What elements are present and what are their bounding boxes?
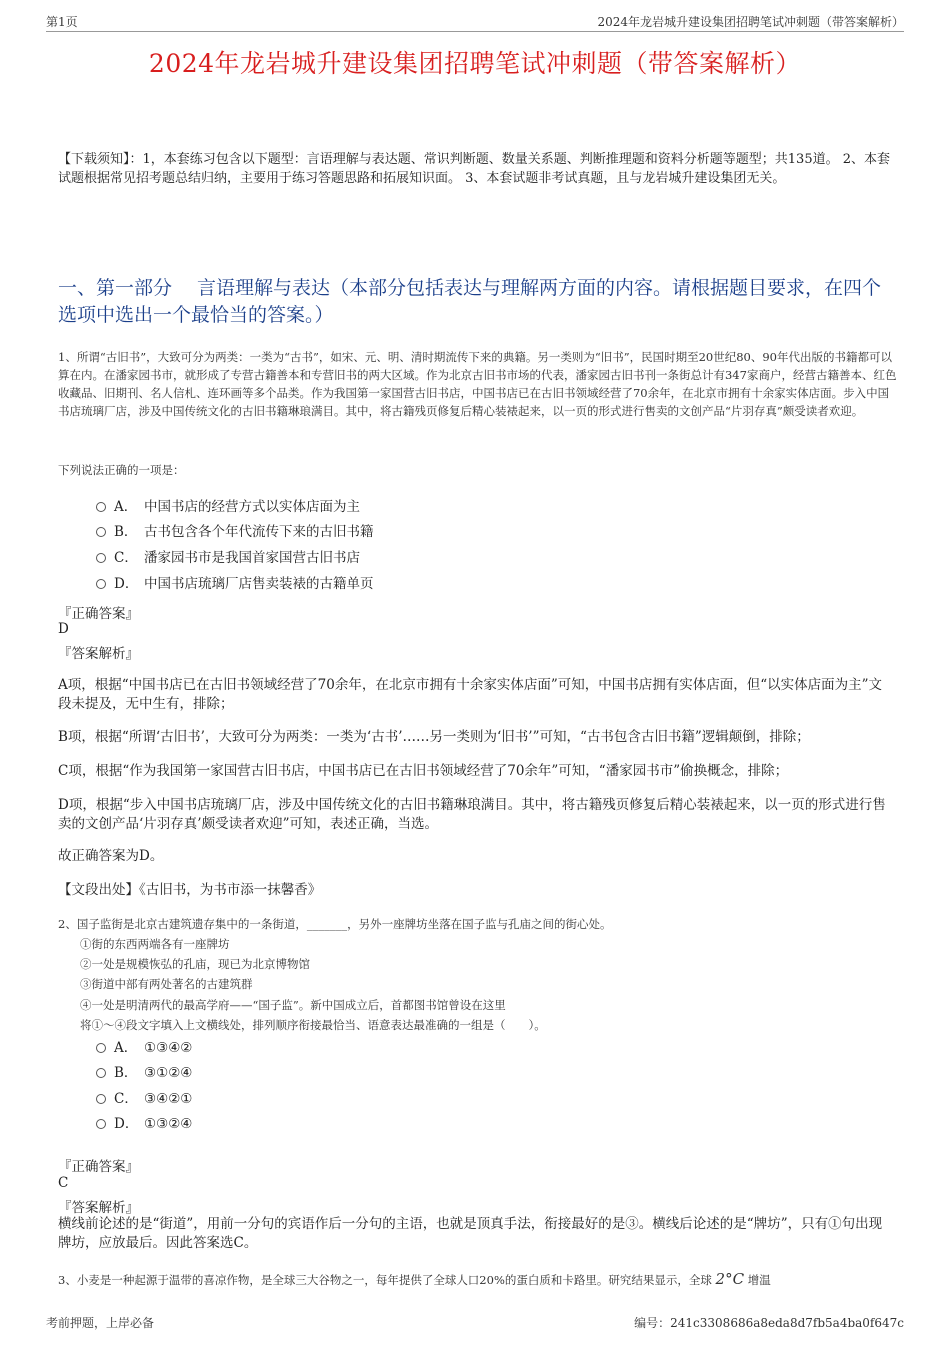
q1-analysis-c: C项，根据“作为我国第一家国营古旧书店，中国书店已在古旧书领域经营了70余年”可知，“潘家园书市”偷换概念，排除； [58, 763, 789, 779]
q3-stem: 3、小麦是一种起源于温带的喜凉作物，是全球三大谷物之一，每年提供了全球人口20%的蛋白质和卡路里。研究结果显示，全球 [58, 1273, 712, 1287]
q1-analysis-b: B项，根据“所谓‘古旧书’，大致可分为两类：一类为‘古书’……另一类则为‘旧书’”可知，“古书包含古旧书籍”逻辑颠倒，排除； [58, 729, 810, 745]
q2-option-b[interactable]: B． ③①②④ [96, 1063, 192, 1083]
q1-option-b[interactable]: B． 古书包含各个年代流传下来的古旧书籍 [96, 522, 374, 542]
q2-item-2: ②一处是规模恢弘的孔庙，现已为北京博物馆 [80, 957, 310, 971]
radio-icon[interactable] [96, 1043, 106, 1053]
q1-conclusion: 故正确答案为D。 [58, 848, 164, 864]
radio-icon[interactable] [96, 1068, 106, 1078]
footer-doc-id: 编号：241c3308686a8eda8d7fb5a4ba0f647c [634, 1316, 904, 1330]
q3-tail: 增温 [747, 1273, 771, 1287]
q1-option-d[interactable]: D． 中国书店琉璃厂店售卖装裱的古籍单页 [96, 574, 374, 594]
q2-option-a[interactable]: A． ①③④② [96, 1038, 192, 1058]
q2-analysis: 横线前论述的是“街道”，用前一分句的宾语作后一分句的主语，也就是顶真手法，衔接最好的是③。横线后论述的是“牌坊”，只有①句出现牌坊，应放最后。因此答案选C。 [58, 1216, 883, 1251]
q3-stem-line [58, 1270, 898, 1289]
q2-item-3: ③街道中部有两处著名的古建筑群 [80, 977, 253, 991]
radio-icon[interactable] [96, 527, 106, 537]
q1-answer-label: 『正确答案』 [58, 606, 139, 622]
q1-stem: 1、所谓“古旧书”，大致可分为两类：一类为“古书”，如宋、元、明、清时期流传下来的典籍。另一类则为“旧书”，民国时期至20世纪80、90年代出版的书籍都可以算在内。在潘家园书市，就形成了专营古籍善本和专营旧书的两大区域。作为北京古旧书市场的代表，潘家园古旧书刊一条街总计有347家商户，经营古籍善本、红色收藏品、旧期刊、名人信札、连环画等多个品类。作为我国第一家国营古旧书店，中国书店已在古旧书领域经营了70余年，在北京市拥有十余家实体店面。步入中国书店琉璃厂店，涉及中国传统文化的古旧书籍琳琅满目。其中，将古籍残页修复后精心装裱起来，以一页的形式进行售卖的文创产品“片羽存真”颇受读者欢迎。 [58, 350, 897, 418]
q2-item-1: ①街的东西两端各有一座牌坊 [80, 937, 230, 951]
q1-analysis-a: A项，根据“中国书店已在古旧书领域经营了70余年，在北京市拥有十余家实体店面”可知，中国书店拥有实体店面，但“以实体店面为主”文段未提及，无中生有，排除； [58, 677, 883, 712]
radio-icon[interactable] [96, 502, 106, 512]
page-number: 第1页 [46, 15, 78, 29]
radio-icon[interactable] [96, 579, 106, 589]
download-notice: 【下载须知】：1，本套练习包含以下题型：言语理解与表达题、常识判断题、数量关系题、判断推理题和资料分析题等题型；共135道。 2、本套试题根据常见招考题总结归纳，主要用于练习答题思路和拓展知识面。 3、本套试题非考试真题，且与龙岩城升建设集团无关。 [58, 152, 890, 186]
section-heading: 一、第一部分 言语理解与表达（本部分包括表达与理解两方面的内容。请根据题目要求，在四个选项中选出一个最恰当的答案。） [58, 277, 882, 326]
q1-option-a[interactable]: A． 中国书店的经营方式以实体店面为主 [96, 497, 360, 517]
q1-analysis-label: 『答案解析』 [58, 646, 139, 662]
q2-option-d[interactable]: D． ①③②④ [96, 1114, 192, 1134]
q1-prompt: 下列说法正确的一项是： [58, 463, 185, 477]
q1-option-c[interactable]: C． 潘家园书市是我国首家国营古旧书店 [96, 548, 360, 568]
q1-source: 【文段出处】《古旧书，为书市添一抹馨香》 [58, 882, 322, 898]
radio-icon[interactable] [96, 553, 106, 563]
footer-slogan: 考前押题，上岸必备 [46, 1316, 155, 1330]
q2-stem: 2、国子监街是北京古建筑遗存集中的一条街道，_______，另外一座牌坊坐落在国子监与孔庙之间的街心处。 [58, 917, 612, 931]
q2-analysis-label: 『答案解析』 [58, 1200, 139, 1216]
q2-answer-label: 『正确答案』 [58, 1159, 139, 1175]
q1-analysis-d: D项，根据“步入中国书店琉璃厂店，涉及中国传统文化的古旧书籍琳琅满目。其中，将古籍残页修复后精心装裱起来，以一页的形式进行售卖的文创产品‘片羽存真’颇受读者欢迎”可知，表述正确，当选。 [58, 797, 886, 832]
document-title: 2024年龙岩城升建设集团招聘笔试冲刺题（带答案解析） [148, 49, 802, 78]
header-doc-title: 2024年龙岩城升建设集团招聘笔试冲刺题（带答案解析） [597, 15, 904, 29]
q3-temperature: 2°C [715, 1270, 745, 1288]
page-header [46, 13, 904, 32]
q2-item-4: ④一处是明清两代的最高学府——“国子监”。新中国成立后，首都图书馆曾设在这里 [80, 998, 506, 1012]
q2-answer: C [58, 1175, 69, 1191]
q2-option-c[interactable]: C． ③④②① [96, 1089, 192, 1109]
radio-icon[interactable] [96, 1094, 106, 1104]
q2-instruction: 将①～④段文字填入上文横线处，排列顺序衔接最恰当、语意表达最准确的一组是（ ）。 [80, 1018, 546, 1032]
q1-answer: D [58, 621, 69, 637]
radio-icon[interactable] [96, 1119, 106, 1129]
